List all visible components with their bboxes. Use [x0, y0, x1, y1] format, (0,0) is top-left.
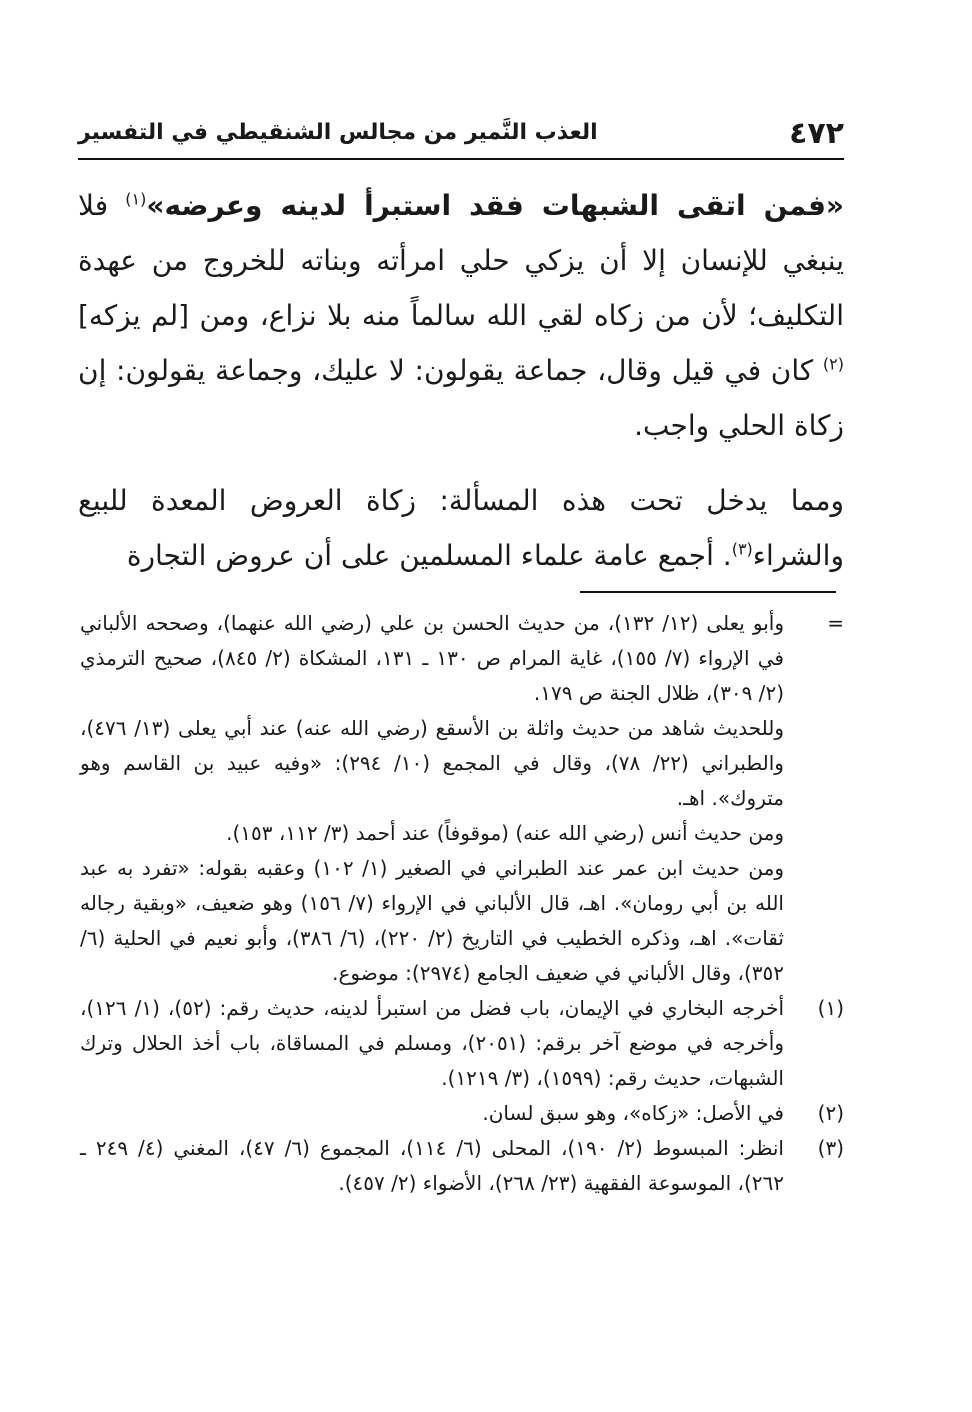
hadith-quote: «فمن اتقى الشبهات فقد استبرأ لدينه وعرضه» [146, 189, 844, 222]
footnote-continuation [80, 606, 844, 991]
footnote-ref-1[interactable]: (١) [125, 189, 147, 209]
paragraph-2-text-a: ومما يدخل تحت هذه المسألة: زكاة العروض المعدة للبيع والشراء [78, 484, 844, 572]
paragraph-1-text-a: فلا ينبغي للإنسان إلا أن يزكي حلي امرأته وبناته للخروج من عهدة التكليف؛ لأن من زكاه لقي الله سالماً منه بلا نزاع، ومن [لم يزكه] [78, 189, 844, 332]
page-header [78, 112, 844, 160]
footnote-continuation-line: ومن حديث أنس (رضي الله عنه) (موقوفاً) عند أحمد (٣/ ١١٢، ١٥٣). [226, 821, 784, 845]
footnote-1-text: أخرجه البخاري في الإيمان، باب فضل من استبرأ لدينه، حديث رقم: (٥٢)، (١/ ١٢٦)، وأخرجه في موضع آخر برقم: (٢٠٥١)، ومسلم في المساقاة، باب أخذ الحلال وترك الشبهات، حديث رقم: (١٥٩٩)، (٣/ ١٢١٩). [80, 996, 784, 1090]
paragraph-2-text-b: . أجمع عامة علماء المسلمين على أن عروض التجارة [126, 539, 732, 572]
paragraph-1-text-b: كان في قيل وقال، جماعة يقولون: لا عليك، وجماعة يقولون: إن زكاة الحلي واجب. [78, 354, 844, 442]
footnotes [80, 606, 844, 1201]
paragraph-1 [78, 178, 844, 453]
footnote-continuation-line: وللحديث شاهد من حديث واثلة بن الأسقع (رضي الله عنه) عند أبي يعلى (١٣/ ٤٧٦)، والطبراني (٢٢/ ٧٨)، وقال في المجمع (١٠/ ٢٩٤): «وفيه عبيد بن القاسم وهو متروك». اهـ. [80, 716, 784, 810]
paragraph-2 [78, 473, 844, 583]
footnote-3-text: انظر: المبسوط (٢/ ١٩٠)، المحلى (٦/ ١١٤)، المجموع (٦/ ٤٧)، المغني (٤/ ٢٤٩ ـ ٢٦٢)، الموسوعة الفقهية (٢٣/ ٢٦٨)، الأضواء (٢/ ٤٥٧). [80, 1136, 784, 1195]
page-number: ٤٧٢ [789, 116, 844, 151]
footnote-1 [80, 991, 844, 1096]
footnote-2 [80, 1096, 844, 1131]
footnote-1-marker: (١) [817, 996, 844, 1020]
footnote-continuation-line: ومن حديث ابن عمر عند الطبراني في الصغير (١/ ١٠٢) وعقبه بقوله: «تفرد به عبد الله بن أبي رومان». اهـ، قال الألباني في الإرواء (٧/ ١٥٦) وهو ضعيف، «وبقية رجاله ثقات». اهـ، وذكره الخطيب في التاريخ (٢/ ٢٢٠)، (٦/ ٣٨٦)، وأبو نعيم في الحلية (٦/ ٣٥٢)، وقال الألباني في ضعيف الجامع (٢٩٧٤): موضوع. [80, 856, 784, 985]
footnote-continuation-line: وأبو يعلى (١٢/ ١٣٢)، من حديث الحسن بن علي (رضي الله عنهما)، وصححه الألباني في الإرواء (٧/ ١٥٥)، غاية المرام ص ١٣٠ ـ ١٣١، المشكاة (٢/ ٨٤٥)، صحيح الترمذي (٢/ ٣٠٩)، ظلال الجنة ص ١٧٩. [80, 611, 784, 705]
continuation-marker: = [827, 611, 844, 635]
footnote-separator [580, 591, 836, 593]
main-text [78, 178, 844, 583]
footnote-2-marker: (٢) [817, 1101, 844, 1125]
footnote-ref-3[interactable]: (٣) [731, 539, 753, 559]
footnote-2-text: في الأصل: «زكاه»، وهو سبق لسان. [482, 1101, 784, 1125]
footnote-3-marker: (٣) [817, 1136, 844, 1160]
running-title: العذب النَّمير من مجالس الشنقيطي في التفسير [78, 120, 598, 145]
footnote-ref-2[interactable]: (٢) [822, 354, 844, 374]
footnote-3 [80, 1131, 844, 1201]
